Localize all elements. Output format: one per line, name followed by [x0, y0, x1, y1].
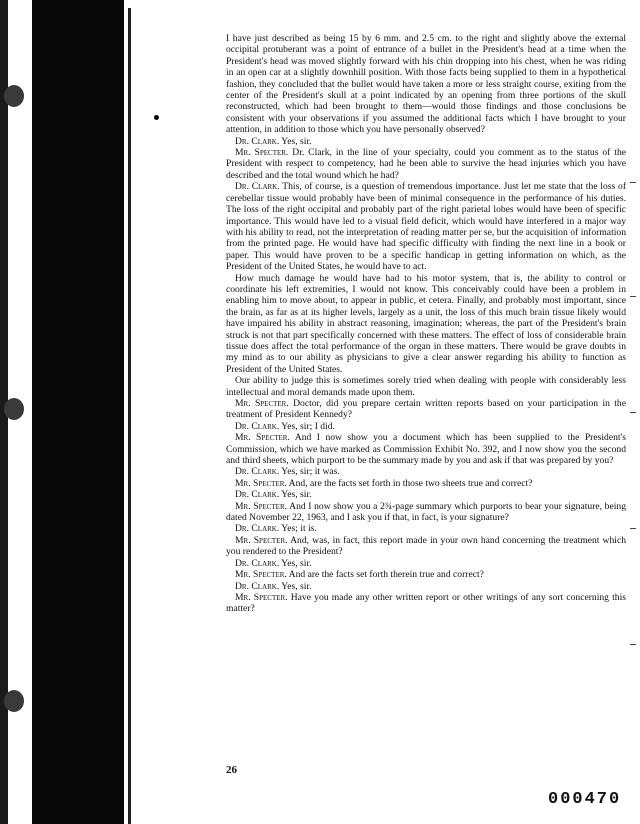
- paragraph: [226, 421, 626, 432]
- paragraph: [226, 535, 626, 558]
- paragraph: [226, 181, 626, 272]
- speaker: Dr. Clark.: [235, 420, 280, 432]
- margin-speck: [154, 115, 159, 120]
- right-edge-mark: [630, 644, 636, 645]
- paragraph: [226, 489, 626, 500]
- punch-hole-top: [4, 85, 24, 107]
- paragraph: [226, 398, 626, 421]
- paragraph-text: And are the facts set forth therein true and correct?: [288, 569, 484, 581]
- binding-line: [128, 8, 131, 824]
- paragraph-text: Doctor, did you prepare certain written reports based on your participation in the treatment of President Kennedy?: [226, 398, 626, 421]
- speaker: Mr. Specter.: [235, 591, 288, 603]
- document-stamp: 000470: [548, 790, 622, 809]
- speaker: Dr. Clark.: [235, 489, 280, 501]
- paragraph-text: Yes, sir.: [281, 135, 312, 147]
- testimony-text: [226, 33, 626, 615]
- paragraph-text: This, of course, is a question of tremendous importance. Just let me state that the loss of cerebellar tissue would probably have been of minimal consequence in the performance of his duties. The loss of the right occipital and probably part of the right parietal lobes would have been of specific importance. This would have led to a visual field deficit, which would have interfered in a major way with his ability to read, not the interpretation of reading matter per se, but the acquisition of information from the printed page. He would have had specific difficulty with finding the next line in a book or paper. This would have proven to be a specific handicap in getting information on which, as the President of the United States, he would have to act.: [226, 181, 627, 273]
- paragraph-text: Yes, sir; I did.: [281, 420, 335, 432]
- paragraph: [226, 273, 626, 376]
- paragraph-text: Yes, sir.: [281, 557, 312, 569]
- speaker: Dr. Clark.: [235, 466, 280, 478]
- speaker: Mr. Specter.: [235, 432, 290, 444]
- paragraph-text: And, are the facts set forth in those two sheets true and correct?: [288, 477, 533, 489]
- speaker: Mr. Specter.: [235, 500, 288, 512]
- punch-hole-bottom: [4, 690, 24, 712]
- paragraph-text: And, was, in fact, this report made in your own hand concerning the treatment which you rendered to the President?: [226, 534, 626, 558]
- paragraph: [226, 147, 626, 181]
- paragraph: [226, 432, 626, 466]
- paragraph: [226, 569, 626, 580]
- paragraph-text: Yes, sir.: [281, 489, 312, 501]
- speaker: Dr. Clark.: [235, 181, 280, 193]
- speaker: Mr. Specter.: [235, 477, 287, 489]
- speaker: Dr. Clark.: [235, 580, 280, 592]
- paragraph: [226, 33, 626, 136]
- paragraph-text: Our ability to judge this is sometimes sorely tried when dealing with people with considerably less intellectual and moral demands made upon them.: [226, 375, 626, 398]
- page-number: 26: [226, 764, 237, 776]
- speaker: Dr. Clark.: [235, 135, 280, 147]
- binding-shadow: [32, 0, 124, 824]
- paragraph: [226, 592, 626, 615]
- speaker: Mr. Specter.: [235, 398, 289, 409]
- punch-hole-middle: [4, 398, 24, 420]
- paragraph-text: How much damage he would have had to his motor system, that is, the ability to control or coordinate his left extremities, I would not know. This conceivably could have been a problem in enabling him to move about, to appear in public, et cetera. Finally, and probably most important, since the brain, as far as at its higher levels, largely as a unit, the loss of this much brain tissue likely would have impaired his ability in abstract reasoning, imagination; whereas, the part of the President's brain struck is not that part specifically concerned with these matters. The effect of loss of considerable brain tissue does affect the total performance of the organ in these matters. There would be grave doubts in my mind as to our ability as physicians to give a clear answer regarding his ability to function as President of the United States.: [226, 272, 626, 375]
- paragraph: [226, 466, 626, 477]
- right-edge-mark: [630, 412, 636, 413]
- paragraph: [226, 558, 626, 569]
- paragraph: [226, 581, 626, 592]
- speaker: Dr. Clark.: [235, 523, 280, 535]
- paragraph-text: Dr. Clark, in the line of your specialty, could you comment as to the status of the President with respect to competency, had he been able to survive the head injuries which you have described and the total wound which he had?: [226, 147, 626, 181]
- paragraph: [226, 136, 626, 147]
- paragraph: [226, 501, 626, 524]
- speaker: Dr. Clark.: [235, 557, 280, 569]
- right-edge-mark: [630, 296, 636, 297]
- right-edge-mark: [630, 528, 636, 529]
- paragraph-text: Yes, sir; it was.: [281, 466, 340, 478]
- paragraph-text: Yes, sir.: [281, 580, 312, 592]
- paragraph-text: Yes; it is.: [281, 523, 317, 535]
- speaker: Mr. Specter.: [235, 147, 289, 159]
- paragraph: [226, 478, 626, 489]
- right-edge-mark: [630, 182, 636, 183]
- speaker: Mr. Specter.: [235, 569, 287, 581]
- paragraph-text: And I now show you a 2¾-page summary which purports to bear your signature, being dated November 22, 1963, and I ask you if that, in fact, is your signature?: [226, 500, 626, 524]
- paragraph: [226, 375, 626, 398]
- paragraph: [226, 523, 626, 534]
- paragraph-text: I have just described as being 15 by 6 mm. and 2.5 cm. to the right and slightly above the external occipital protuberant was a point of entrance of a bullet in the President's head at a time when the President's head was moved slightly forward with his chin dropping into his chest, when he was riding in an open car at a slightly downhill position. With those facts being supplied to them in a hypothetical fashion, they concluded that the bullet would have taken a more or less straight course, exiting from the center of the President's skull at a point indicated by an opening from three portions of the skull reconstructed, which had been brought to them—would those findings and those conclusions be consistent with your observations if you assumed the additional facts which I have brought to your attention, in addition to those which you have personally observed?: [226, 33, 626, 136]
- speaker: Mr. Specter.: [235, 534, 288, 546]
- paragraph-text: And I now show you a document which has been supplied to the President's Commission, which we have marked as Commission Exhibit No. 392, and I now show you the second and third sheets, which purport to be the summary made by you and ask if that was prepared by you?: [226, 432, 626, 467]
- paragraph-text: Have you made any other written report or other writings of any sort concerning this matter?: [226, 591, 626, 615]
